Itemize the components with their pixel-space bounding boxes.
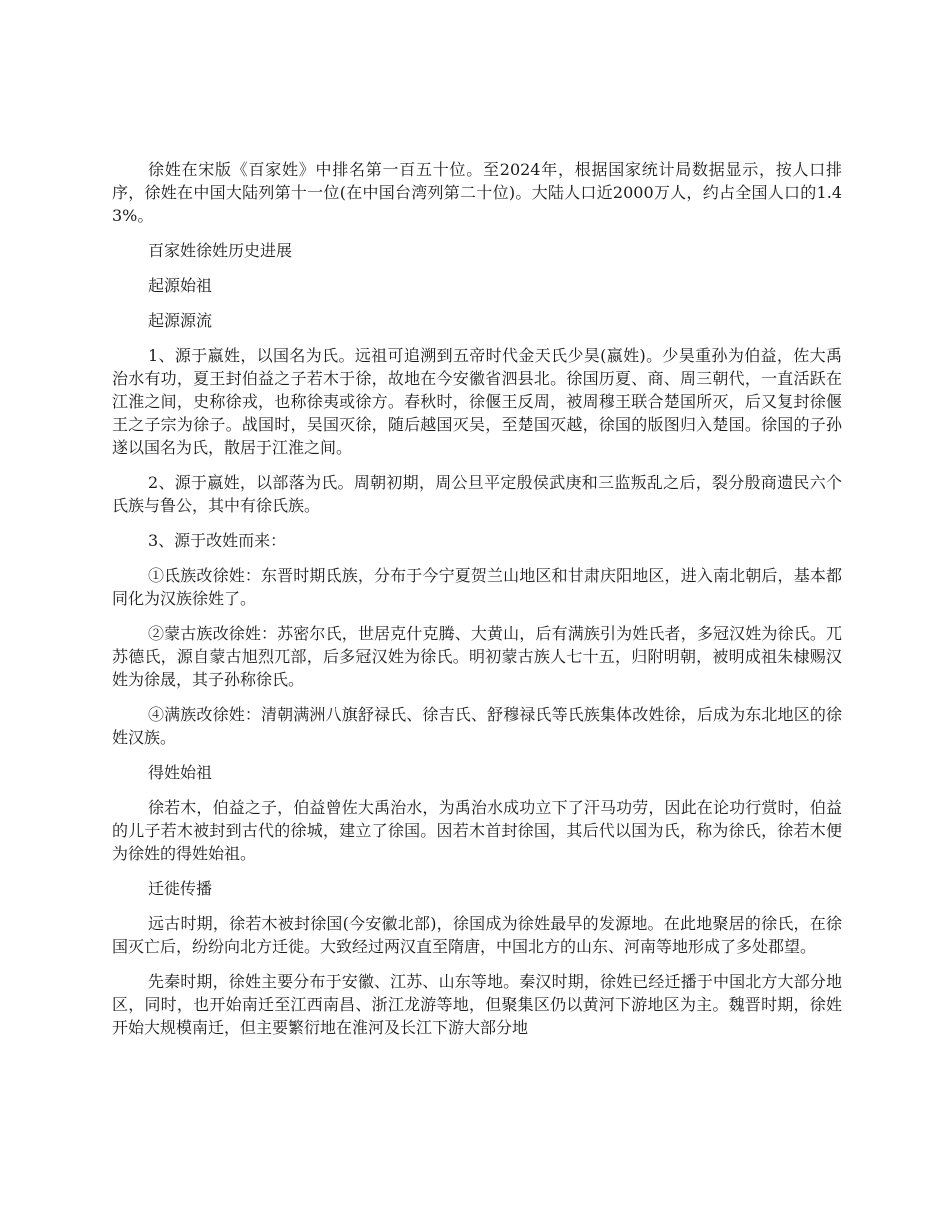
heading-origin-source: 起源源流 bbox=[148, 311, 213, 330]
paragraph-intro: 徐姓在宋版《百家姓》中排名第一百五十位。至2024年，根据国家统计局数据显示，按人口排序，徐姓在中国大陆列第十一位(在中国台湾列第二十位)。大陆人口近2000万人，约占全国人口的1.43%。 bbox=[112, 160, 842, 225]
paragraph-manchu-clan: ④满族改徐姓：清朝满洲八旗舒禄氏、徐吉氏、舒穆禄氏等氏族集体改姓徐，后成为东北地区的徐姓汉族。 bbox=[112, 705, 842, 747]
paragraph-source-2: 2、源于嬴姓，以部落为氏。周朝初期，周公旦平定殷侯武庚和三监叛乱之后，裂分殷商遗民六个氏族与鲁公，其中有徐氏族。 bbox=[112, 473, 842, 515]
paragraph-di-clan: ①氐族改徐姓：东晋时期氐族，分布于今宁夏贺兰山地区和甘肃庆阳地区，进入南北朝后，基本都同化为汉族徐姓了。 bbox=[112, 566, 842, 608]
paragraph-source-1: 1、源于嬴姓，以国名为氏。远祖可追溯到五帝时代金天氏少昊(嬴姓)。少昊重孙为伯益，佐大禹治水有功，夏王封伯益之子若木于徐，故地在今安徽省泗县北。徐国历夏、商、周三朝代，一直活跃在江淮之间，史称徐戎，也称徐夷或徐方。春秋时，徐偃王反周，被周穆王联合楚国所灭，后又复封徐偃王之子宗为徐子。战国时，吴国灭徐，随后越国灭吴，至楚国灭越，徐国的版图归入楚国。徐国的子孙遂以国名为氏，散居于江淮之间。 bbox=[112, 346, 842, 457]
heading-origin-ancestor: 起源始祖 bbox=[148, 276, 213, 295]
document-page bbox=[112, 158, 842, 1051]
heading-surname-ancestor: 得姓始祖 bbox=[148, 763, 213, 782]
heading-history: 百家姓徐姓历史进展 bbox=[148, 241, 293, 260]
heading-source-3: 3、源于改姓而来： bbox=[148, 531, 287, 550]
paragraph-migration-2: 先秦时期，徐姓主要分布于安徽、江苏、山东等地。秦汉时期，徐姓已经迁播于中国北方大部分地区，同时，也开始南迁至江西南昌、浙江龙游等地，但聚集区仍以黄河下游地区为主。魏晋时期，徐姓开始大规模南迁，但主要繁衍地在淮河及长江下游大部分地 bbox=[112, 972, 842, 1037]
heading-migration: 迁徙传播 bbox=[148, 879, 213, 898]
paragraph-mongol-clan: ②蒙古族改徐姓：苏密尔氏，世居克什克腾、大黄山，后有满族引为姓氏者，多冠汉姓为徐氏。兀苏德氏，源自蒙古旭烈兀部，后多冠汉姓为徐氏。明初蒙古族人七十五，归附明朝，被明成祖朱棣赐汉姓为徐晟，其子孙称徐氏。 bbox=[112, 624, 842, 689]
paragraph-xu-ruomu: 徐若木，伯益之子，伯益曾佐大禹治水，为禹治水成功立下了汗马功劳，因此在论功行赏时，伯益的儿子若木被封到古代的徐城，建立了徐国。因若木首封徐国，其后代以国为氏，称为徐氏，徐若木便为徐姓的得姓始祖。 bbox=[112, 798, 842, 863]
paragraph-migration-1: 远古时期，徐若木被封徐国(今安徽北部)，徐国成为徐姓最早的发源地。在此地聚居的徐氏，在徐国灭亡后，纷纷向北方迁徙。大致经过两汉直至隋唐，中国北方的山东、河南等地形成了多处郡望。 bbox=[112, 914, 842, 956]
